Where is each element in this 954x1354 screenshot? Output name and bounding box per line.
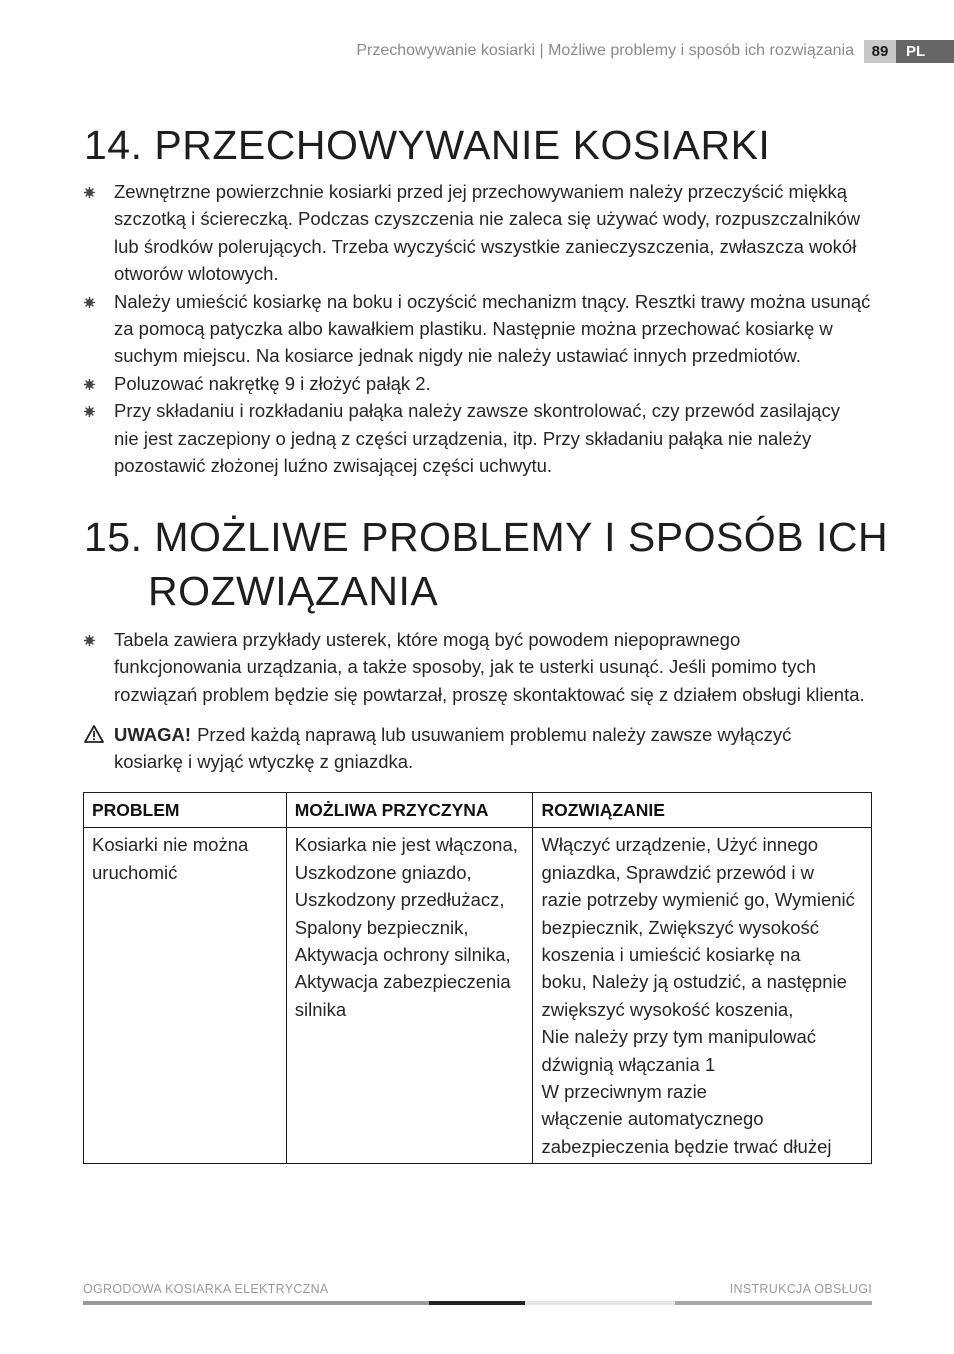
- bullet-text-line: Należy umieścić kosiarkę na boku i oczyścić mechanizm tnący. Resztki trawy można usunąć: [114, 290, 871, 312]
- column-header-solution: ROZWIĄZANIE: [533, 793, 872, 828]
- bullet-icon: [84, 406, 95, 417]
- bullet-icon: [84, 187, 95, 198]
- bullet-text-line: otworów wlotowych.: [114, 263, 279, 285]
- language-badge: PL: [896, 40, 954, 63]
- cell-text-line: razie potrzeby wymienić go, Wymienić: [541, 889, 855, 911]
- warning-triangle-icon: [84, 725, 104, 743]
- cell-text-line: boku, Należy ją ostudzić, a następnie: [541, 971, 847, 993]
- cell-text-line: Nie należy przy tym manipulować: [541, 1026, 816, 1048]
- bullet-item: [84, 288, 874, 370]
- bullet-text-line: za pomocą patyczka albo kawałkiem plastiku. Następnie można przechować kosiarkę w: [114, 318, 833, 340]
- table-header-row: [84, 793, 872, 828]
- section-15-heading-line2: ROZWIĄZANIA: [148, 568, 439, 614]
- section-15-bullet-list: [84, 626, 874, 708]
- cell-text-line: Włączyć urządzenie, Użyć innego: [541, 834, 819, 856]
- cell-text-line: zabezpieczenia będzie trwać dłużej: [541, 1135, 832, 1157]
- cell-text-line: Uszkodzone gniazdo,: [294, 861, 472, 883]
- bullet-item: [84, 397, 874, 479]
- footer-bar-segment: [525, 1301, 675, 1305]
- column-header-problem: PROBLEM: [84, 793, 287, 828]
- header-title: Przechowywanie kosiarki | Możliwe problemy i sposób ich rozwiązania: [356, 42, 854, 59]
- column-header-cause: MOŻLIWA PRZYCZYNA: [286, 793, 533, 828]
- bullet-text-line: Zewnętrzne powierzchnie kosiarki przed jej przechowywaniem należy przeczyścić miękką: [114, 181, 848, 202]
- section-15-heading-line1: 15. MOŻLIWE PROBLEMY I SPOSÓB ICH: [84, 514, 889, 560]
- cell-text-line: Kosiarka nie jest włączona,: [294, 834, 518, 856]
- bullet-text-line: lub środków polerujących. Trzeba wyczyścić wszystkie zanieczyszczenia, zwłaszcza wokół: [114, 235, 857, 257]
- footer-manual-label: INSTRUKCJA OBSŁUGI: [729, 1282, 872, 1296]
- cell-text-line: koszenia i umieścić kosiarkę na: [541, 944, 801, 966]
- cell-text-line: gniazdka, Sprawdzić przewód i w: [541, 861, 814, 883]
- cell-text-line: Aktywacja ochrony silnika,: [294, 944, 511, 966]
- bullet-item: [84, 626, 874, 708]
- section-14-bullet-list: [84, 178, 874, 479]
- bullet-text-line: Tabela zawiera przykłady usterek, które mogą być powodem niepoprawnego: [114, 629, 741, 650]
- bullet-icon: [84, 379, 95, 390]
- solution-cell: [533, 828, 872, 1164]
- bullet-icon: [84, 635, 95, 646]
- cell-text-line: Kosiarki nie można: [92, 834, 249, 856]
- bullet-text-line: funkcjonowania urządzania, a także sposoby, jak te usterki usunąć. Jeśli pomimo tych: [114, 656, 816, 678]
- bullet-text-line: rozwiązań problem będzie się powtarzał, proszę skontaktować się z działem obsługi klienta.: [114, 683, 865, 705]
- problem-cell: [84, 828, 287, 1164]
- cell-text-line: uruchomić: [92, 861, 178, 883]
- table-row: [84, 828, 872, 1164]
- bullet-text-line: Poluzować nakrętkę 9 i złożyć pałąk 2.: [114, 372, 431, 394]
- footer-bar-segment: [429, 1301, 525, 1305]
- footer-bar-segment: [675, 1301, 872, 1305]
- cell-text-line: Uszkodzony przedłużacz,: [294, 889, 505, 911]
- cause-cell: [286, 828, 533, 1164]
- bullet-text-line: nie jest zaczepiony o jedną z części urządzenia, itp. Przy składaniu pałąka nie należy: [114, 427, 812, 449]
- section-15-heading: [84, 510, 888, 618]
- bullet-text-line: suchym miejscu. Na kosiarce jednak nigdy nie należy ustawiać innych przedmiotów.: [114, 345, 801, 367]
- cell-text-line: W przeciwnym razie: [541, 1081, 707, 1103]
- warning-note: [84, 721, 874, 776]
- footer-product-name: OGRODOWA KOSIARKA ELEKTRYCZNA: [83, 1282, 329, 1296]
- cell-text-line: bezpiecznik, Zwiększyć wysokość: [541, 916, 820, 938]
- section-14-heading: 14. PRZECHOWYWANIE KOSIARKI: [84, 122, 771, 168]
- warning-text-line1: Przed każdą naprawą lub usuwaniem problemu należy zawsze wyłączyć: [197, 724, 792, 745]
- cell-text-line: zwiększyć wysokość koszenia,: [541, 998, 794, 1020]
- bullet-icon: [84, 297, 95, 308]
- cell-text-line: włączenie automatycznego: [541, 1108, 764, 1130]
- footer-bar-segment: [83, 1301, 429, 1305]
- bullet-item: [84, 370, 874, 397]
- cell-text-line: dźwignią włączania 1: [541, 1053, 716, 1075]
- bullet-text-line: szczotką i ściereczką. Podczas czyszczenia nie zaleca się używać wody, rozpuszczalników: [114, 208, 861, 230]
- cell-text-line: Aktywacja zabezpieczenia: [294, 971, 511, 993]
- cell-text-line: Spalony bezpiecznik,: [294, 916, 469, 938]
- cell-text-line: silnika: [294, 998, 347, 1020]
- troubleshooting-table: [83, 792, 872, 1164]
- page-number: 89: [864, 40, 896, 63]
- bullet-text-line: Przy składaniu i rozkładaniu pałąka należy zawsze skontrolować, czy przewód zasilający: [114, 400, 840, 422]
- bullet-text-line: pozostawić złożonej luźno zwisającej części uchwytu.: [114, 455, 553, 477]
- warning-label: UWAGA!: [114, 724, 192, 745]
- bullet-item: [84, 178, 874, 288]
- warning-text-line2: kosiarkę i wyjąć wtyczkę z gniazdka.: [114, 751, 414, 773]
